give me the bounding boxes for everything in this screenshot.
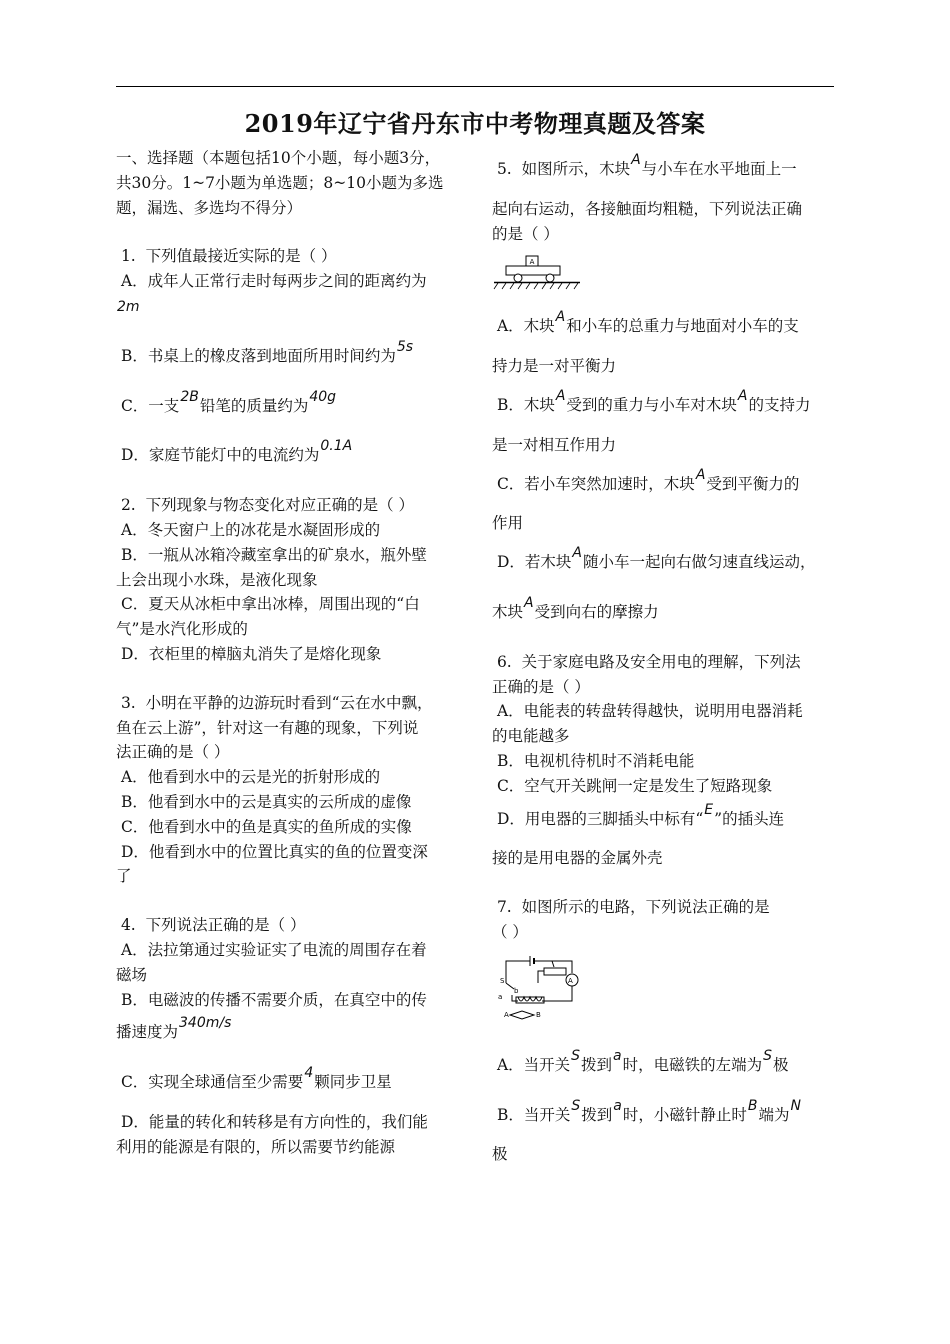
circuit-wire [538, 971, 544, 983]
math-expr: 40g [309, 388, 337, 405]
math-expr: 2m [117, 298, 140, 315]
q2-option-a: A．冬天窗户上的冰花是水凝固形成的 [116, 520, 381, 539]
math-expr: A [572, 545, 582, 562]
terminal-a-label: a [498, 992, 503, 1001]
q2-option-d: D．衣柜里的樟脑丸消失了是熔化现象 [116, 644, 382, 663]
q4-option-a: A．法拉第通过实验证实了电流的周围存在着 [116, 940, 427, 959]
q7-option-b: 极 [492, 1145, 508, 1164]
q4-stem: 4. 下列说法正确的是（ ） [116, 916, 306, 935]
q5-option-d: D．若木块A随小车一起向右做匀速直线运动， [492, 545, 816, 572]
math-expr: A [524, 594, 534, 611]
q1-option-c: C．一支2B铅笔的质量约为40g [116, 388, 337, 415]
math-expr: S [571, 1047, 581, 1064]
q6-option-a: 的电能越多 [492, 727, 570, 746]
q2-option-c: C．夏天从冰柜中拿出冰棒，周围出现的“白 [116, 595, 420, 614]
q2-option-b: 上会出现小水珠，是液化现象 [116, 570, 318, 589]
circuit-diagram [492, 953, 592, 1033]
math-expr: A [631, 152, 641, 168]
q3-stem: 3. 小明在平静的边游玩时看到“云在水中飘， [116, 693, 433, 712]
math-expr: a [613, 1047, 622, 1064]
q3-stem: 鱼在云上游”，针对这一有趣的现象，下列说 [116, 718, 419, 737]
q3-option-d: D．他看到水中的位置比真实的鱼的位置变深 [116, 842, 428, 861]
rheostat [544, 968, 566, 975]
circuit-wire [512, 995, 518, 1001]
q5-stem: 5. 如图所示，木块A与小车在水平地面上一 [492, 152, 797, 178]
switch-s [506, 983, 514, 989]
q6-option-a: A．电能表的转盘转得越快，说明用电器消耗 [492, 702, 803, 721]
ammeter-label: A [568, 976, 573, 985]
math-expr: 5s [396, 338, 414, 355]
section-header-line: 一、选择题（本题包括10个小题，每小题3分， [116, 149, 441, 167]
q7-option-a: A．当开关S拨到a时，电磁铁的左端为S极 [492, 1047, 789, 1074]
q2-stem: 2. 下列现象与物态变化对应正确的是（ ） [116, 496, 415, 515]
compass-needle [510, 1011, 534, 1019]
math-expr: A [695, 466, 706, 483]
q4-option-d: 利用的能源是有限的，所以需要节约能源 [116, 1137, 396, 1156]
cart-body [506, 266, 560, 275]
math-expr: a [613, 1097, 622, 1114]
section-header-line: 题，漏选、多选均不得分） [116, 198, 303, 217]
q5-option-c: 作用 [492, 514, 524, 533]
q5-option-d: 木块A受到向右的摩擦力 [492, 594, 659, 621]
q4-option-d: D．能量的转化和转移是有方向性的，我们能 [116, 1112, 428, 1131]
q1-option-b: B．书桌上的橡皮落到地面所用时间约为5s [116, 338, 414, 365]
circuit-wire [506, 961, 530, 983]
q1-stem: 1. 下列值最接近实际的是（ ） [116, 247, 337, 266]
math-expr: S [763, 1047, 773, 1064]
cart-wheel [546, 274, 554, 282]
electromagnet-coil [518, 997, 542, 1001]
left-column [116, 146, 466, 1160]
section-header-line: 共30分。1~7小题为单选题；8~10小题为多选 [116, 173, 444, 192]
q5-option-b: 是一对相互作用力 [492, 435, 617, 454]
page-title: 2019年辽宁省丹东市中考物理真题及答案 [244, 109, 706, 138]
math-expr: 0.1A [320, 438, 353, 455]
q5-stem: 的是（ ） [492, 224, 559, 243]
needle-b-label: B [536, 1010, 541, 1019]
cart-diagram [492, 254, 582, 294]
q3-option-d: 了 [116, 867, 132, 886]
q6-stem: 6. 关于家庭电路及安全用电的理解，下列法 [492, 652, 801, 671]
q3-option-b: B．他看到水中的云是真实的云所成的虚像 [116, 792, 412, 811]
math-expr: S [571, 1097, 581, 1114]
ground-hatch [494, 283, 578, 289]
q7-option-b: B．当开关S拨到a时，小磁针静止时B端为N [492, 1097, 801, 1124]
q2-option-b: B．一瓶从冰箱冷藏室拿出的矿泉水，瓶外壁 [116, 545, 427, 564]
q5-stem: 起向右运动，各接触面均粗糙，下列说法正确 [492, 199, 803, 218]
block-a-label: A [529, 258, 535, 267]
q5-option-c: C．若小车突然加速时，木块A受到平衡力的 [492, 466, 800, 493]
q6-option-b: B．电视机待机时不消耗电能 [492, 751, 695, 770]
math-expr: B [747, 1097, 758, 1114]
q4-option-a: 磁场 [116, 965, 148, 984]
q6-stem: 正确的是（ ） [492, 677, 590, 696]
needle-a-label: A [504, 1010, 509, 1019]
math-expr: E [704, 801, 714, 818]
q3-stem: 法正确的是（ ） [116, 743, 230, 762]
math-expr: A [555, 309, 566, 326]
slider-arrow [552, 961, 554, 967]
cart-wheel [514, 274, 522, 282]
math-expr: N [790, 1097, 801, 1114]
math-expr: 4 [304, 1065, 314, 1082]
q4-option-c: C．实现全球通信至少需要4颗同步卫星 [116, 1065, 392, 1092]
q1-option-d: D．家庭节能灯中的电流约为0.1A [116, 438, 353, 465]
circuit-wire [542, 986, 572, 1001]
math-expr: A [555, 387, 566, 404]
switch-label: S [500, 976, 505, 985]
q3-option-a: A．他看到水中的云是光的折射形成的 [116, 768, 381, 787]
math-expr: 2B [180, 388, 199, 405]
math-expr: A [737, 387, 748, 404]
right-column [492, 152, 834, 1167]
q6-option-d: 接的是用电器的金属外壳 [492, 849, 663, 868]
q5-option-b: B．木块A受到的重力与小车对木块A的支持力 [492, 387, 811, 414]
terminal-b-label: b [514, 986, 519, 995]
header-rule [116, 86, 834, 87]
q6-option-c: C．空气开关跳闸一定是发生了短路现象 [492, 776, 773, 795]
q5-option-a: A．木块A和小车的总重力与地面对小车的支 [492, 309, 799, 336]
q1-option-a: A．成年人正常行走时每两步之间的距离约为 [116, 272, 427, 291]
q1-option-a-value [116, 294, 466, 320]
q5-option-a: 持力是一对平衡力 [492, 357, 617, 376]
q7-stem: （ ） [492, 922, 528, 941]
q7-stem: 7. 如图所示的电路，下列说法正确的是 [492, 898, 770, 917]
q6-option-d: D．用电器的三脚插头中标有“E”的插头连 [492, 801, 785, 828]
q4-option-b: 播速度为340m/s [116, 1015, 232, 1042]
q4-option-b: B．电磁波的传播不需要介质，在真空中的传 [116, 990, 427, 1009]
q2-option-c: 气”是水汽化形成的 [116, 620, 248, 639]
q3-option-c: C．他看到水中的鱼是真实的鱼所成的实像 [116, 817, 412, 836]
math-expr: 340m/s [179, 1015, 232, 1032]
